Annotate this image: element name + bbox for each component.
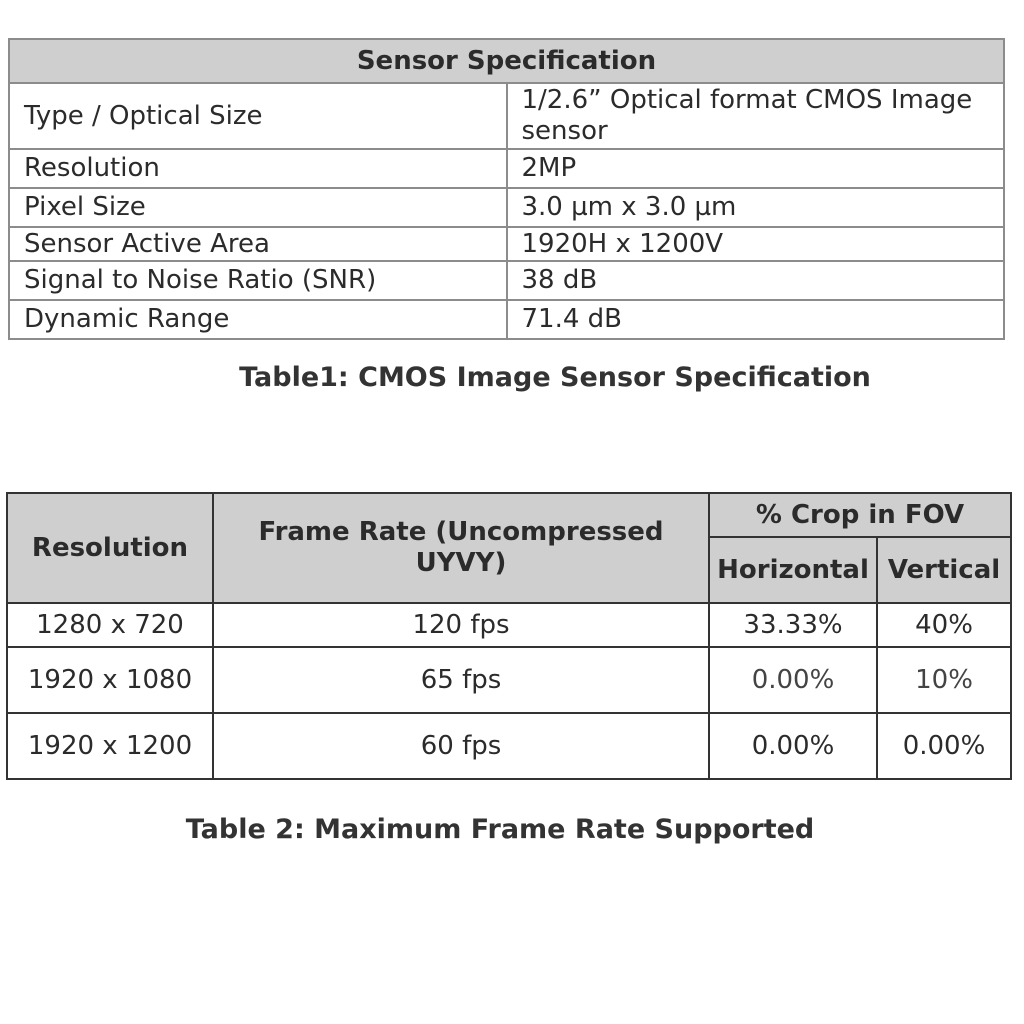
table-row xyxy=(9,188,1004,227)
table-row xyxy=(9,227,1004,261)
horizontal-crop-cell: 0.00% xyxy=(709,647,877,713)
frame-rate-cell: 60 fps xyxy=(213,713,709,779)
frame-rate-cell: 120 fps xyxy=(213,603,709,647)
spec-value: 71.4 dB xyxy=(507,300,1005,339)
spec-label: Sensor Active Area xyxy=(9,227,507,261)
spec-label: Resolution xyxy=(9,149,507,188)
frame-rate-table xyxy=(6,492,1012,780)
resolution-cell: 1920 x 1080 xyxy=(7,647,213,713)
spec-value: 2MP xyxy=(507,149,1005,188)
table-row xyxy=(9,149,1004,188)
spec-value: 1/2.6” Optical format CMOS Image sensor xyxy=(507,83,1005,149)
horizontal-crop-cell: 0.00% xyxy=(709,713,877,779)
resolution-header: Resolution xyxy=(7,493,213,603)
spec-label: Dynamic Range xyxy=(9,300,507,339)
table-row xyxy=(7,603,1011,647)
horizontal-crop-cell: 33.33% xyxy=(709,603,877,647)
vertical-crop-cell: 10% xyxy=(877,647,1011,713)
horizontal-header: Horizontal xyxy=(709,537,877,603)
resolution-cell: 1280 x 720 xyxy=(7,603,213,647)
table-row xyxy=(9,83,1004,149)
resolution-cell: 1920 x 1200 xyxy=(7,713,213,779)
spec-value: 1920H x 1200V xyxy=(507,227,1005,261)
frame-rate-header: Frame Rate (Uncompressed UYVY) xyxy=(213,493,709,603)
spec-value: 38 dB xyxy=(507,261,1005,300)
spec-label: Type / Optical Size xyxy=(9,83,507,149)
crop-header: % Crop in FOV xyxy=(709,493,1011,537)
spec-label: Pixel Size xyxy=(9,188,507,227)
spec-value: 3.0 µm x 3.0 µm xyxy=(507,188,1005,227)
frame-rate-cell: 65 fps xyxy=(213,647,709,713)
table-row xyxy=(9,300,1004,339)
sensor-spec-table xyxy=(8,38,1005,340)
table-row xyxy=(9,261,1004,300)
spec-label: Signal to Noise Ratio (SNR) xyxy=(9,261,507,300)
vertical-crop-cell: 0.00% xyxy=(877,713,1011,779)
table-row xyxy=(7,647,1011,713)
sensor-spec-header: Sensor Specification xyxy=(9,39,1004,83)
vertical-header: Vertical xyxy=(877,537,1011,603)
vertical-crop-cell: 40% xyxy=(877,603,1011,647)
table1-caption: Table1: CMOS Image Sensor Specification xyxy=(239,362,871,393)
table2-caption: Table 2: Maximum Frame Rate Supported xyxy=(185,814,815,845)
table-row xyxy=(7,713,1011,779)
